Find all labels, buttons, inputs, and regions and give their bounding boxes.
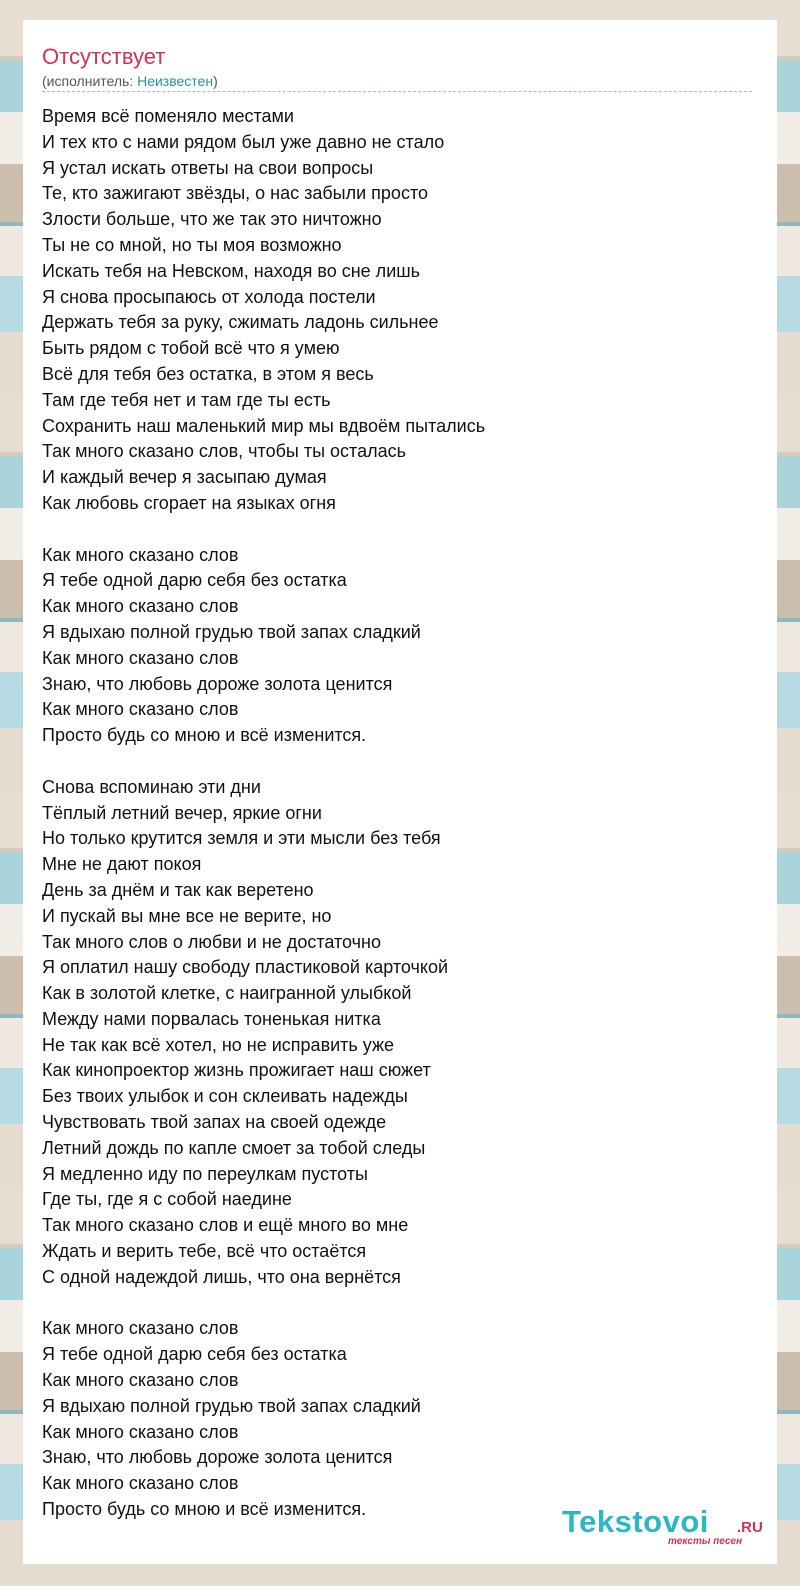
lyric-line: Как любовь сгорает на языках огня xyxy=(42,492,336,513)
lyric-line: Снова вспоминаю эти дни xyxy=(42,776,261,797)
lyric-line: Просто будь со мною и всё изменится. xyxy=(42,725,367,746)
lyric-line: Тёплый летний вечер, яркие огни xyxy=(42,802,322,823)
lyric-line: И пускай вы мне все не верите, но xyxy=(42,905,332,926)
artist-link[interactable]: Неизвестен xyxy=(137,73,214,89)
lyric-line: Я тебе одной дарю себя без остатка xyxy=(42,1344,347,1365)
lyric-line: Я оплатил нашу свободу пластиковой карточкой xyxy=(42,957,449,978)
lyric-line: День за днём и так как веретено xyxy=(42,879,314,900)
lyric-line: Ты не со мной, но ты моя возможно xyxy=(42,234,342,255)
lyric-line: Сохранить наш маленький мир мы вдвоём пытались xyxy=(42,415,486,436)
lyric-line: Так много сказано слов и ещё много во мне xyxy=(42,1215,409,1236)
logo-wordmark: Tekstovoi xyxy=(562,1504,709,1539)
lyric-line: Как много сказано слов xyxy=(42,1421,239,1442)
lyric-line: Держать тебя за руку, сжимать ладонь сильнее xyxy=(42,312,439,333)
lyric-line: Там где тебя нет и там где ты есть xyxy=(42,389,331,410)
lyric-line: Злости больше, что же так это ничтожно xyxy=(42,209,382,230)
lyric-line: Так много сказано слов, чтобы ты осталась xyxy=(42,441,406,462)
lyric-line: Знаю, что любовь дороже золота ценится xyxy=(42,1447,393,1468)
lyric-line: Я тебе одной дарю себя без остатка xyxy=(42,570,347,591)
lyric-line: Просто будь со мною и всё изменится. xyxy=(42,1499,367,1520)
lyric-line: Между нами порвалась тоненькая нитка xyxy=(42,1008,381,1029)
lyric-line: И тех кто с нами рядом был уже давно не стало xyxy=(42,131,445,152)
lyric-line: Я вдыхаю полной грудью твой запах сладкий xyxy=(42,621,421,642)
lyric-line: Летний дождь по капле смоет за тобой следы xyxy=(42,1137,426,1158)
lyric-line: Как много сказано слов xyxy=(42,1318,239,1339)
lyric-line: Как в золотой клетке, с наигранной улыбкой xyxy=(42,983,412,1004)
site-logo[interactable] xyxy=(562,1504,762,1550)
lyric-line: Где ты, где я с собой наедине xyxy=(42,1189,292,1210)
lyric-line: Как много сказано слов xyxy=(42,1370,239,1391)
lyric-line: Без твоих улыбок и сон склеивать надежды xyxy=(42,1086,408,1107)
lyric-line: Чувствовать твой запах на своей одежде xyxy=(42,1112,387,1133)
lyric-line: Я снова просыпаюсь от холода постели xyxy=(42,286,376,307)
stanza-break xyxy=(42,517,742,543)
lyric-line: Так много слов о любви и не достаточно xyxy=(42,931,381,952)
lyric-line: И каждый вечер я засыпаю думая xyxy=(42,467,327,488)
artist-prefix: (исполнитель: xyxy=(42,73,138,89)
logo-domain: .RU xyxy=(737,1519,763,1536)
lyric-line: Я вдыхаю полной грудью твой запах сладкий xyxy=(42,1395,421,1416)
lyric-line: Я медленно иду по переулкам пустоты xyxy=(42,1163,368,1184)
stanza-break xyxy=(42,1291,742,1317)
lyric-line: Как много сказано слов xyxy=(42,1473,239,1494)
lyric-line: Мне не дают покоя xyxy=(42,854,202,875)
lyric-line: Те, кто зажигают звёзды, о нас забыли просто xyxy=(42,183,428,204)
lyric-line: Быть рядом с тобой всё что я умею xyxy=(42,338,340,359)
artist-suffix: ) xyxy=(213,73,218,89)
stanza-break xyxy=(42,749,742,775)
lyric-line: Как много сказано слов xyxy=(42,596,239,617)
lyrics-card xyxy=(23,20,777,1564)
lyric-line: Как много сказано слов xyxy=(42,647,239,668)
lyric-line: Ждать и верить тебе, всё что остаётся xyxy=(42,1241,367,1262)
lyric-line: Но только крутится земля и эти мысли без тебя xyxy=(42,828,441,849)
lyric-line: Искать тебя на Невском, находя во сне лишь xyxy=(42,260,421,281)
lyric-line: С одной надеждой лишь, что она вернётся xyxy=(42,1266,401,1287)
lyric-line: Время всё поменяло местами xyxy=(42,106,294,126)
lyric-line: Как кинопроектор жизнь прожигает наш сюжет xyxy=(42,1060,431,1081)
song-title: Отсутствует xyxy=(42,44,166,69)
title-divider xyxy=(42,91,752,92)
lyric-line: Не так как всё хотел, но не исправить уже xyxy=(42,1034,395,1055)
lyric-line: Как много сказано слов xyxy=(42,699,239,720)
lyrics-text xyxy=(42,104,742,1523)
lyric-line: Знаю, что любовь дороже золота ценится xyxy=(42,673,393,694)
lyric-line: Я устал искать ответы на свои вопросы xyxy=(42,157,374,178)
lyric-line: Как много сказано слов xyxy=(42,544,239,565)
logo-tagline: тексты песен xyxy=(668,1536,743,1547)
lyric-line: Всё для тебя без остатка, в этом я весь xyxy=(42,363,374,384)
artist-line xyxy=(42,72,218,90)
